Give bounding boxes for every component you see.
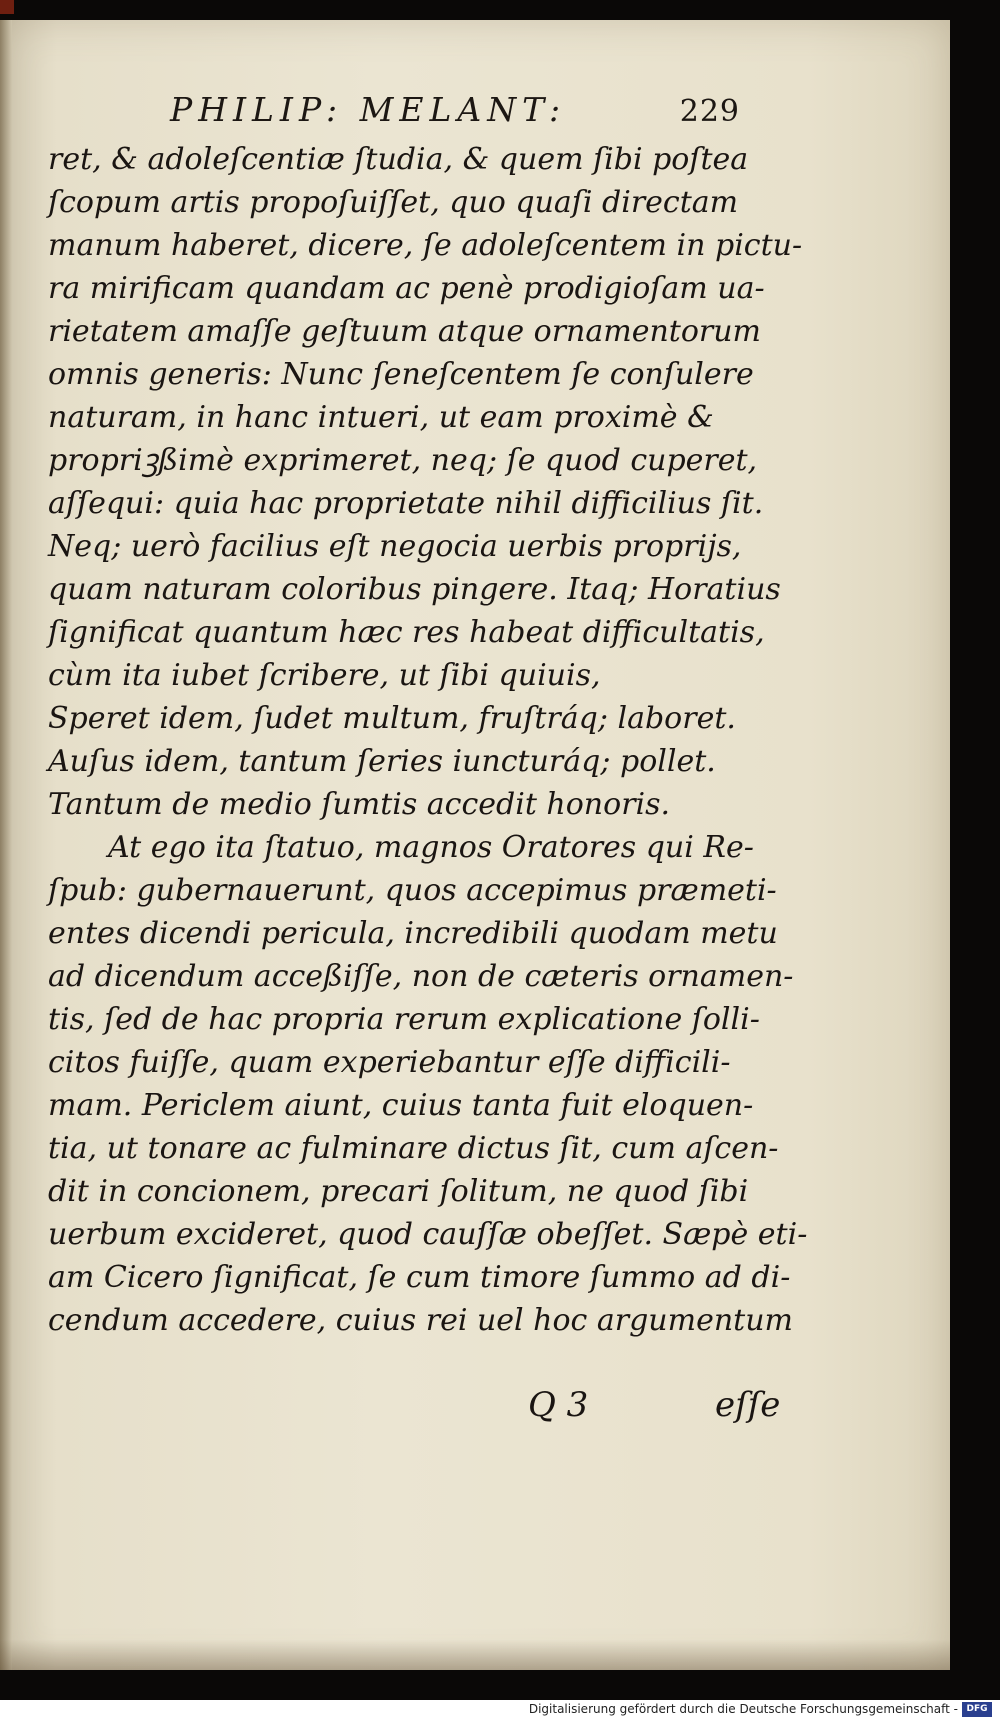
catchline-row	[0, 1385, 950, 1435]
text-line: ſpub: gubernauerunt, quos accepimus præmeti-	[48, 873, 777, 908]
catchword: eſſe	[715, 1385, 781, 1425]
dfg-logo: DFG	[962, 1702, 992, 1717]
text-line: tia, ut tonare ac fulminare dictus ſit, cum aſcen-	[48, 1131, 779, 1166]
running-title: PHILIP: MELANT:	[170, 90, 567, 129]
text-line: Neq; uerò facilius eſt negocia uerbis proprijs,	[48, 529, 742, 564]
verse-line: Auſus idem, tantum ſeries iuncturáq; pollet.	[48, 744, 716, 779]
text-line: citos fuiſſe, quam experiebantur eſſe difficili-	[48, 1045, 731, 1080]
page-bottom-shadow	[0, 1640, 950, 1670]
funding-credit: Digitalisierung gefördert durch die Deutsche Forschungsgemeinschaft -	[528, 1702, 958, 1716]
body-text	[48, 138, 808, 1342]
running-header	[170, 90, 740, 130]
text-line: manum haberet, dicere, ſe adoleſcentem in pictu-	[48, 228, 803, 263]
text-line: omnis generis: Nunc ſeneſcentem ſe conſulere	[48, 357, 754, 392]
page-number: 229	[679, 94, 740, 129]
text-line: aſſequi: quia hac proprietate nihil difficilius ſit.	[48, 486, 764, 521]
text-line: dit in concionem, precari ſolitum, ne quod ſibi	[48, 1174, 749, 1209]
text-line: propriꝫßimè exprimeret, neq; ſe quod cuperet,	[48, 443, 758, 478]
text-line: ret, & adoleſcentiæ ſtudia, & quem ſibi poſtea	[48, 142, 749, 177]
text-line: cendum accedere, cuius rei uel hoc argumentum	[48, 1303, 793, 1338]
text-line: am Cicero ſignificat, ſe cum timore ſummo ad di-	[48, 1260, 791, 1295]
text-line: ſignificat quantum hæc res habeat difficultatis,	[48, 615, 765, 650]
text-line: uerbum excideret, quod cauſſæ obeſſet. Sæpè eti-	[48, 1217, 808, 1252]
text-line: tis, ſed de hac propria rerum explicatione ſolli-	[48, 1002, 760, 1037]
verse-line: Speret idem, ſudet multum, fruſtráq; laboret.	[48, 701, 736, 736]
text-line: ad dicendum acceßiſſe, non de cæteris ornamen-	[48, 959, 794, 994]
text-line: rietatem amaſſe geſtuum atque ornamentorum	[48, 314, 761, 349]
signature-mark: Q 3	[528, 1385, 589, 1425]
color-marker	[0, 0, 14, 14]
text-line: quam naturam coloribus pingere. Itaq; Horatius	[48, 572, 781, 607]
verse-line: Tantum de medio ſumtis accedit honoris.	[48, 787, 671, 822]
text-line: entes dicendi pericula, incredibili quodam metu	[48, 916, 778, 951]
paragraph-start-line: At ego ita ſtatuo, magnos Oratores qui Re-	[108, 830, 754, 865]
text-line: cùm ita iubet ſcribere, ut ſibi quiuis,	[48, 658, 601, 693]
text-line: mam. Periclem aiunt, cuius tanta fuit eloquen-	[48, 1088, 754, 1123]
text-line: ra mirificam quandam ac penè prodigioſam ua-	[48, 271, 765, 306]
text-line: naturam, in hanc intueri, ut eam proximè &	[48, 400, 714, 435]
text-line: ſcopum artis propoſuiſſet, quo quaſi directam	[48, 185, 739, 220]
